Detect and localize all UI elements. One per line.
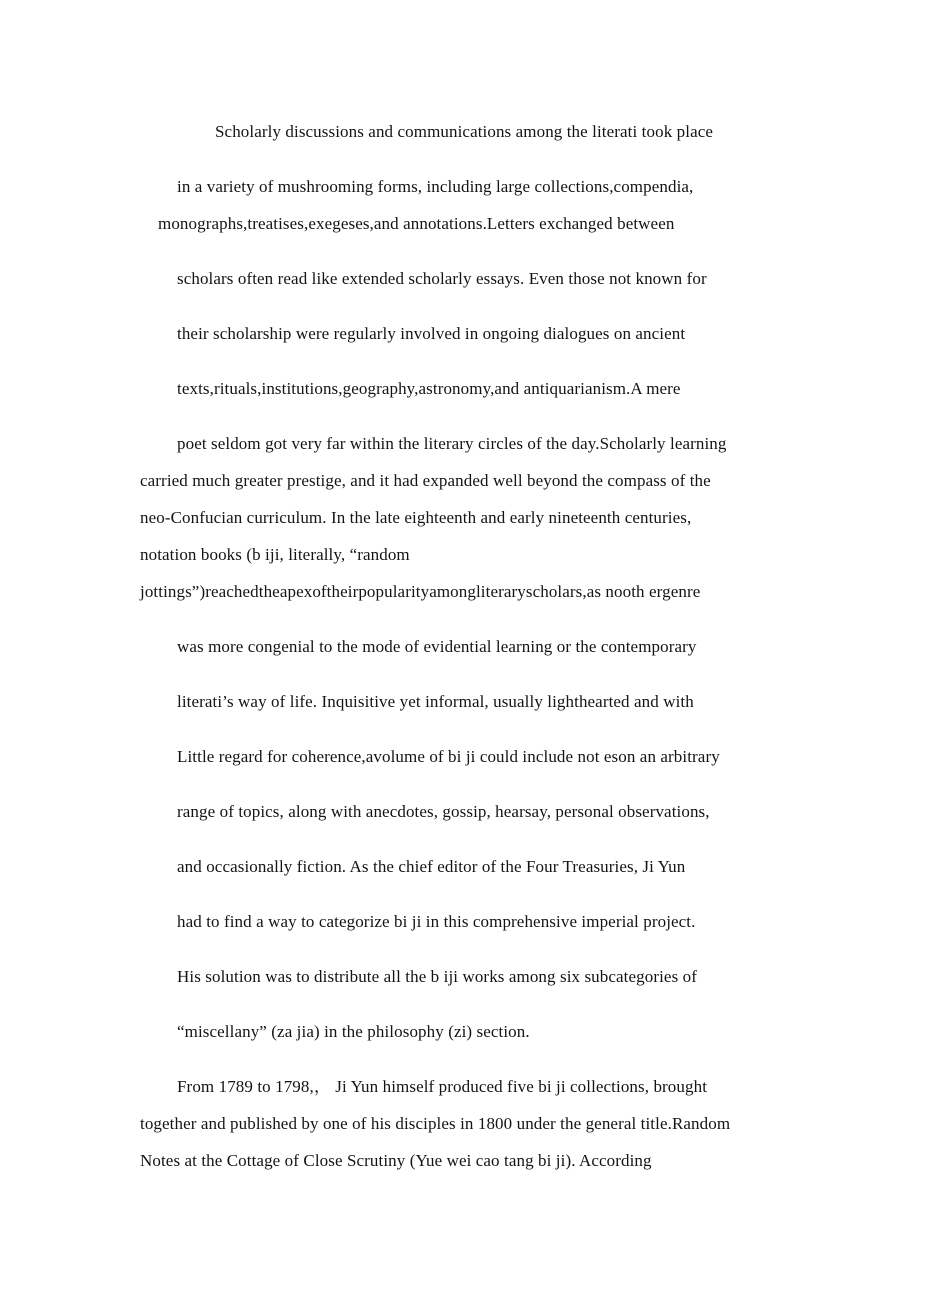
text-line: together and published by one of his disciples in 1800 under the general title.Random [140, 1114, 731, 1133]
text-line: texts,rituals,institutions,geography,astronomy,and antiquarianism.A mere [177, 379, 681, 398]
text-line: From 1789 to 1798,， Ji Yun himself produced five bi ji collections, brought [177, 1077, 708, 1096]
text-line: range of topics, along with anecdotes, gossip, hearsay, personal observations, [177, 802, 710, 821]
text-line: neo-Confucian curriculum. In the late eighteenth and early nineteenth centuries, [140, 508, 692, 527]
text-line: His solution was to distribute all the b iji works among six subcategories of [177, 967, 697, 986]
text-line: literati’s way of life. Inquisitive yet informal, usually lighthearted and with [177, 692, 694, 711]
text-line: poet seldom got very far within the literary circles of the day.Scholarly learning [177, 434, 727, 453]
text-line: notation books (b iji, literally, “random [140, 545, 410, 564]
text-line: their scholarship were regularly involved in ongoing dialogues on ancient [177, 324, 686, 343]
text-line: had to find a way to categorize bi ji in this comprehensive imperial project. [177, 912, 696, 931]
text-line: Little regard for coherence,avolume of bi ji could include not eson an arbitrary [177, 747, 720, 766]
text-line: scholars often read like extended scholarly essays. Even those not known for [177, 269, 707, 288]
text-line: monographs,treatises,exegeses,and annotations.Letters exchanged between [158, 214, 675, 233]
text-line: and occasionally fiction. As the chief editor of the Four Treasuries, Ji Yun [177, 857, 686, 876]
text-line: Scholarly discussions and communications among the literati took place [215, 122, 714, 141]
text-line: Notes at the Cottage of Close Scrutiny (Yue wei cao tang bi ji). According [140, 1151, 652, 1170]
text-line: in a variety of mushrooming forms, including large collections,compendia, [177, 177, 694, 196]
text-line: was more congenial to the mode of evidential learning or the contemporary [177, 637, 697, 656]
text-line: carried much greater prestige, and it had expanded well beyond the compass of the [140, 471, 711, 490]
text-line: jottings”)reachedtheapexoftheirpopularityamongliteraryscholars,as nooth ergenre [140, 582, 701, 601]
text-line: “miscellany” (za jia) in the philosophy (zi) section. [177, 1022, 530, 1041]
